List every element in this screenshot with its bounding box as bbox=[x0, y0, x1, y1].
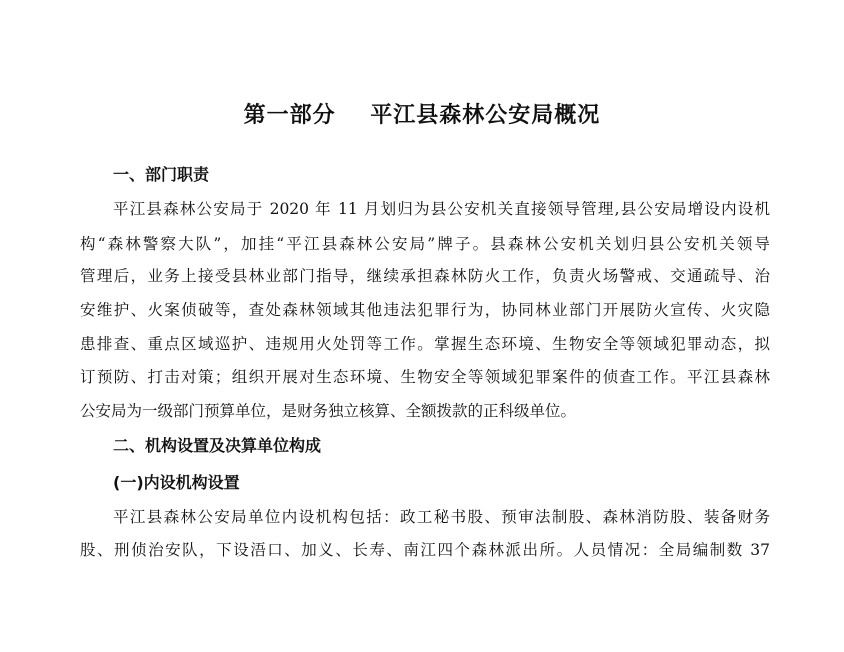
paragraph-line: 患排查、重点区域巡护、违规用火处罚等工作。掌握生态环境、生物安全等领域犯罪动态，拟 bbox=[80, 335, 770, 353]
paragraph-line: 平江县森林公安局单位内设机构包括：政工秘书股、预审法制股、森林消防股、装备财务 bbox=[113, 508, 770, 526]
paragraph-line: 股、刑侦治安队，下设浯口、加义、长寿、南江四个森林派出所。人员情况：全局编制数 37 bbox=[80, 541, 770, 559]
paragraph-line: 构“森林警察大队”，加挂“平江县森林公安局”牌子。县森林公安机关划归县公安机关领导 bbox=[80, 235, 770, 253]
paragraph-line: 订预防、打击对策；组织开展对生态环境、生物安全等领域犯罪案件的侦查工作。平江县森林 bbox=[80, 368, 770, 386]
paragraph-line: 安维护、火案侦破等，查处森林领域其他违法犯罪行为，协同林业部门开展防火宣传、火灾隐 bbox=[80, 301, 770, 319]
paragraph-line: 管理后，业务上接受县林业部门指导，继续承担森林防火工作，负责火场警戒、交通疏导、治 bbox=[80, 267, 770, 285]
paragraph-line: 平江县森林公安局于 2020 年 11 月划归为县公安机关直接领导管理,县公安局增设内设机 bbox=[113, 200, 770, 218]
paragraph-line: 公安局为一级部门预算单位，是财务独立核算、全额拨款的正科级单位。 bbox=[80, 402, 577, 420]
section-heading-duties: 一、部门职责 bbox=[113, 165, 210, 184]
subsection-heading-internal-units: (一)内设机构设置 bbox=[113, 473, 240, 492]
page-title: 第一部分 平江县森林公安局概况 bbox=[243, 103, 601, 128]
section-heading-structure: 二、机构设置及决算单位构成 bbox=[113, 436, 322, 455]
